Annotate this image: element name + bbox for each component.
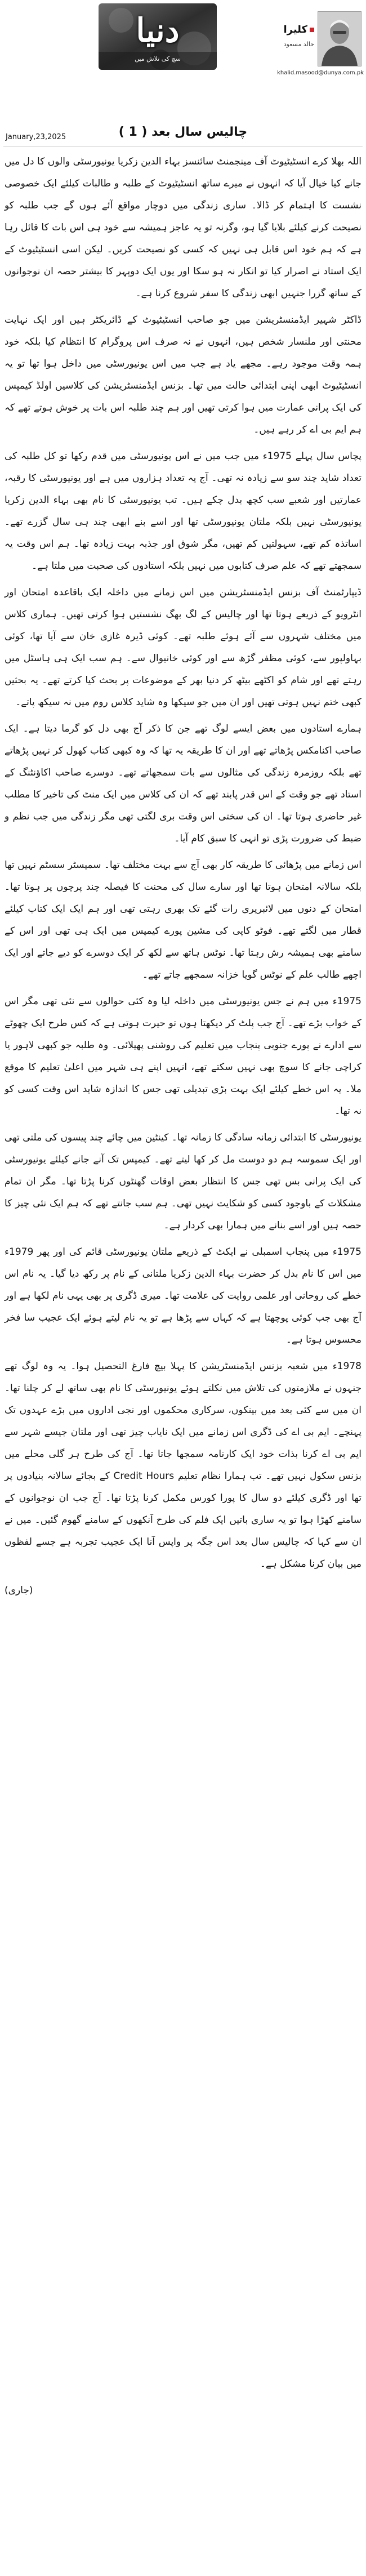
- article-paragraph: ڈاکٹر شہیر ایڈمنسٹریشن میں جو صاحب انسٹیٹیوٹ کے ڈائریکٹر ہیں اور ایک نہایت محنتی اور ملنسار شخص ہیں، انہوں نے نہ صرف اس پروگرام کا انتظام کیا بلکہ خود ہمہ وقت موجود رہے۔ مجھے یاد ہے جب میں اس یونیورسٹی میں داخل ہوا تھا تو یہ انسٹیٹیوٹ ابھی اپنی ابتدائی حالت میں تھا۔ بزنس ایڈمنسٹریشن کی کلاسیں اولڈ کیمپس کی ایک پرانی عمارت میں ہوا کرتی تھیں اور ہم چند طلبہ اس بات پر خوش ہوتے تھے کہ ہم ایم بی اے کر رہے ہیں۔: [5, 314, 361, 435]
- author-name: خالد مسعود: [283, 41, 314, 48]
- article-paragraph: 1975ء میں ہم نے جس یونیورسٹی میں داخلہ لیا وہ کئی حوالوں سے نئی تھی مگر اس کے خواب بڑے تھے۔ آج جب پلٹ کر دیکھتا ہوں تو حیرت ہوتی ہے کہ کس طرح ایک چھوٹے سے ادارے نے پورے جنوبی پنجاب میں تعلیم کی روشنی پھیلائی۔ وہ طلبہ جو کبھی لاہور یا کراچی جانے کا سوچ بھی نہیں سکتے تھے، انہیں اپنے ہی شہر میں اعلیٰ تعلیم کا موقع ملا۔ یہ اس خطے کیلئے ایک بہت بڑی تبدیلی تھی جس کا اندازہ شاید اس وقت کسی کو نہ تھا۔: [5, 996, 361, 1117]
- masthead: [0, 0, 366, 84]
- header-divider: [3, 146, 363, 147]
- column-header: [265, 11, 364, 79]
- article-paragraph: اس زمانے میں پڑھائی کا طریقہ کار بھی آج سے بہت مختلف تھا۔ سمیسٹر سسٹم نہیں تھا بلکہ سالانہ امتحان ہوتا تھا اور سارے سال کی محنت کا فیصلہ چند پرچوں پر ہوتا تھا۔ امتحان کے دنوں میں لائبریری رات گئے تک بھری رہتی تھی اور ہم ایک ایک کتاب کیلئے قطار میں لگتے تھے۔ فوٹو کاپی کی مشین پورے کیمپس میں ایک ہی تھی اور اس کے سامنے بھی ہمیشہ رش رہتا تھا۔ نوٹس ہاتھ سے لکھ کر ایک دوسرے کو دیے جاتے اور ایک اچھے طالب علم کے نوٹس گویا خزانہ سمجھے جاتے تھے۔: [5, 859, 361, 981]
- continued-marker: (جاری): [5, 1585, 33, 1596]
- author-portrait-icon: [318, 12, 361, 66]
- article-body: [5, 151, 361, 1606]
- newspaper-logo: [99, 3, 217, 70]
- publication-date: January,23,2025: [6, 133, 66, 141]
- article-paragraph: 1975ء میں پنجاب اسمبلی نے ایکٹ کے ذریعے ملتان یونیورسٹی قائم کی اور پھر 1979ء میں اس کا نام بدل کر حضرت بہاء الدین زکریا ملتانی کے نام پر رکھ دیا گیا۔ یہ نام اس خطے کی روحانی اور علمی روایت کی علامت تھا۔ میری ڈگری پر بھی یہی نام لکھا ہے اور آج بھی جب کوئی پوچھتا ہے کہ کہاں سے پڑھا ہے تو یہ نام لیتے ہوئے ایک عجیب سا فخر محسوس ہوتا ہے۔: [5, 1246, 361, 1345]
- column-title: کلیرا: [283, 24, 314, 35]
- author-email: khalid.masood@dunya.com.pk: [277, 70, 364, 76]
- article-paragraph: ہمارے استادوں میں بعض ایسے لوگ تھے جن کا ذکر آج بھی دل کو گرما دیتا ہے۔ ایک صاحب اکنامکس پڑھاتے تھے اور ان کا طریقہ یہ تھا کہ وہ کبھی کتاب کھول کر نہیں پڑھاتے تھے بلکہ روزمرہ زندگی کی مثالوں سے بات سمجھاتے تھے۔ دوسرے صاحب اکاؤنٹنگ کے استاد تھے جو وقت کے اس قدر پابند تھے کہ ان کی کلاس میں ایک منٹ کی تاخیر کا مطلب غیر حاضری ہوتا تھا۔ ان کی سختی اس وقت بری لگتی تھی مگر زندگی میں جب نظم و ضبط کی ضرورت پڑی تو انہی کا سبق کام آیا۔: [5, 723, 361, 844]
- article-paragraph: یونیورسٹی کا ابتدائی زمانہ سادگی کا زمانہ تھا۔ کینٹین میں چائے چند پیسوں کی ملتی تھی اور ایک سموسہ ہم دو دوست مل کر کھا لیتے تھے۔ کیمپس تک آنے جانے کیلئے یونیورسٹی کی ایک پرانی بس تھی جس کا انتظار بعض اوقات گھنٹوں کرنا پڑتا تھا۔ مگر ان تمام مشکلات کے باوجود کسی کو شکایت نہیں تھی۔ ہم سب جانتے تھے کہ ہم ایک نئی چیز کا حصہ ہیں اور اسے بنانے میں ہمارا بھی کردار ہے۔: [5, 1132, 362, 1231]
- logo-tagline: سچ کی تلاش میں: [135, 55, 181, 63]
- article-headline: چالیس سال بعد ( 1 ): [118, 125, 248, 139]
- logo-wordmark: دنیا: [136, 11, 180, 50]
- article-paragraph: اللہ بھلا کرے انسٹیٹیوٹ آف مینجمنٹ سائنسز بہاء الدین زکریا یونیورسٹی والوں کا دل میں جانے کیا خیال آیا کہ انہوں نے میرے ساتھ انسٹیٹیوٹ کے طلبہ و طالبات کیلئے ایک خصوصی نشست کا اہتمام کر ڈالا۔ ساری زندگی میں دوچار مواقع آئے ہوں گے جب طلبہ کو نصیحت کرنے کیلئے بلایا گیا ہو، وگرنہ تو یہ عاجز ہمیشہ سے خود ہی اس بات کا قائل رہا ہے کہ ہم خود اس قابل ہی نہیں کہ کسی کو نصیحت کریں۔ لیکن اسی انسٹیٹیوٹ کے ایک استاد نے اصرار کیا تو انکار نہ ہو سکا اور یوں ایک دوپہر کا بیشتر حصہ ان نوجوانوں کے ساتھ گزرا جنہیں ابھی زندگی کا سفر شروع کرنا ہے۔: [5, 156, 361, 299]
- article-paragraph: 1978ء میں شعبہ بزنس ایڈمنسٹریشن کا پہلا بیچ فارغ التحصیل ہوا۔ یہ وہ لوگ تھے جنہوں نے ملازمتوں کی تلاش میں نکلتے ہوئے یونیورسٹی کا نام بھی ساتھ لے کر چلنا تھا۔ ان میں سے کئی بعد میں بینکوں، سرکاری محکموں اور نجی اداروں میں بڑے عہدوں تک پہنچے۔ ایم بی اے کی ڈگری اس زمانے میں ایک نایاب چیز تھی اور ملتان جیسے شہر سے ایم بی اے کرنا بذات خود ایک کارنامہ سمجھا جاتا تھا۔ آج کی طرح ہر گلی محلے میں بزنس سکول نہیں تھے۔ تب ہمارا نظام تعلیم Credit Hours کے بجائے سالانہ بنیادوں پر تھا اور ڈگری کیلئے دو سال کا پورا کورس مکمل کرنا پڑتا تھا۔ آج جب ان نوجوانوں کے سامنے کھڑا ہوا تو یہ ساری باتیں ایک فلم کی طرح آنکھوں کے سامنے گھوم گئیں۔ میں نے ان سے کہا کہ چالیس سال بعد اس جگہ پر واپس آنا ایک عجیب تجربہ ہے جسے لفظوں میں بیان کرنا مشکل ہے۔: [5, 1361, 361, 1570]
- article-paragraph: پچاس سال پہلے 1975ء میں جب میں نے اس یونیورسٹی میں قدم رکھا تو کل طلبہ کی تعداد شاید چند سو سے زیادہ نہ تھی۔ آج یہ تعداد ہزاروں میں ہے اور یونیورسٹی کا رقبہ، عمارتیں اور شعبے سب کچھ بدل چکے ہیں۔ تب یونیورسٹی کا نام بھی بہاء الدین زکریا یونیورسٹی نہیں بلکہ ملتان یونیورسٹی تھا اور اسے بنے ابھی چند ہی سال گزرے تھے۔ اساتذہ کم تھے، سہولتیں کم تھیں، مگر شوق اور جذبہ بہت زیادہ تھا۔ ہم اس وقت یہ سمجھتے تھے کہ علم صرف کتابوں میں نہیں بلکہ استادوں کی صحبت میں ملتا ہے۔: [5, 451, 361, 572]
- article-paragraph: ڈیپارٹمنٹ آف بزنس ایڈمنسٹریشن میں اس زمانے میں داخلہ ایک باقاعدہ امتحان اور انٹرویو کے ذریعے ہوتا تھا اور چالیس کے لگ بھگ نشستیں ہوا کرتی تھیں۔ ہماری کلاس میں مختلف شہروں سے آئے ہوئے طلبہ تھے۔ کوئی ڈیرہ غازی خان سے آیا تھا، کوئی بہاولپور سے، کوئی مظفر گڑھ سے اور کوئی خانیوال سے۔ ہم سب ایک ہی ہاسٹل میں رہتے تھے اور شام کو اکٹھے بیٹھ کر دنیا بھر کے موضوعات پر بحث کیا کرتے تھے۔ یہ بحثیں کبھی ختم نہیں ہوتی تھیں اور ان میں جو سیکھا وہ شاید کلاس روم میں نہ سیکھ پاتے۔: [5, 587, 361, 708]
- author-photo: [318, 11, 361, 66]
